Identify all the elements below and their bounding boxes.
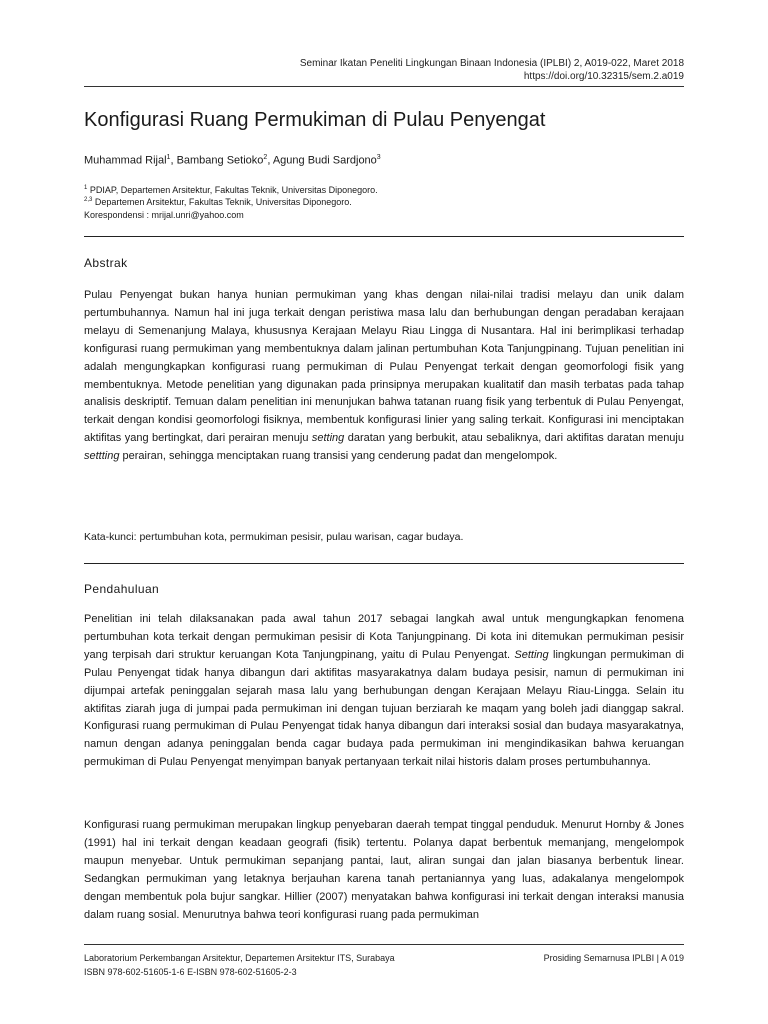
running-header (84, 57, 684, 83)
introduction-italic-term: Setting (514, 648, 549, 661)
footer-divider (84, 944, 684, 945)
header-doi-link[interactable]: https://doi.org/10.32315/sem.2.a019 (523, 71, 684, 82)
author-affiliation-mark: 3 (376, 154, 381, 161)
abstract-text: Pulau Penyengat bukan hanya hunian permukiman yang khas dengan nilai-nilai tradisi melayu dan unik dalam pertumbuhannya. Namun hal ini juga terkait dengan peristiwa masa lalu dan berhubungan dengan peradaban kerajaan melayu di Semenanjung Malaya, khususnya Kerajaan Melayu Riau Lingga di Nusantara. Hal ini berimplikasi terhadap konfigurasi ruang permukiman yang membentuknya dalam jalinan pertumbuhan Kota Tanjungpinang. Tujuan penelitian ini adalah mengungkapkan konfigurasi ruang permukiman di Pulau Penyengat terkait dengan geomorfologi fisik yang membentuknya. Metode penelitian yang digunakan pada prinsipnya merupakan kualitatif dan masih terbatas pada tahap analisis deskriptif. Temuan dalam penelitian ini menunjukan bahwa tatanan ruang fisik yang terbentuk di Pulau Penyengat, terkait dengan kondisi geomorfologi fisiknya, membentuk konfigurasi linier yang saling terkait. Konfigurasi ini menciptakan aktifitas yang bertingkat, dari perairan menuju (84, 289, 684, 445)
header-citation: Seminar Ikatan Peneliti Lingkungan Binaan Indonesia (IPLBI) 2, A019-022, Maret 2018 (299, 58, 684, 69)
author-list: Muhammad Rijal$^1$, Bambang Setioko$^2$, Agung Budi Sardjono$^3$ (84, 154, 381, 167)
header-divider (84, 86, 684, 87)
section-divider (84, 236, 684, 237)
section-divider (84, 563, 684, 564)
introduction-text: lingkungan permukiman di Pulau Penyengat tidak hanya dibangun dari aktifitas masyarakatnya dalam budaya pesisir, namun di permukiman ini dijumpai artefak peninggalan sejarah masa lalu yang berhubungan dengan Kerajaan Melayu Riau-Lingga. Selain itu aktifitas ziarah juga di jumpai pada permukiman ini dengan tujuan berziarah ke maqam yang boleh jadi dianggap sakral. Konfigurasi ruang permukiman di Pulau Penyengat tidak hanya dibangun dari interaksi sosial dan budaya masyarakatnya, namun dengan adanya peninggalan benda cagar budaya pada permukiman ini mengindikasikan bahwa keruangan permukiman di Pulau Penyengat menyimpan banyak pertanyaan terkait nilai historis dalam proses pertumbuhannya. (84, 648, 684, 769)
author-name: Muhammad Rijal (84, 154, 167, 167)
introduction-paragraph: Konfigurasi ruang permukiman merupakan lingkup penyebaran daerah tempat tinggal penduduk. Menurut Hornby & Jones (1991) hal ini terkait dengan keadaan geografi (fisik) tertentu. Polanya dapat berbentuk memanjang, mengelompok maupun menyebar. Untuk permukiman sepanjang pantai, laut, aliran sungai dan jalan biasanya berbentuk linear. Sedangkan permukiman yang letaknya berjauhan karena tanah pertaniannya yang luas, adakalanya mengelompok dengan membentuk pola bujur sangkar. Hillier (2007) menyatakan bahwa konfigurasi ini terkait dengan interaksi manusia dalam ruang sosial. Menurutnya bahwa teori konfigurasi ruang pada permukiman (84, 819, 684, 921)
author-affiliation-mark: 1 (166, 154, 171, 161)
author-affiliation-mark: 2 (263, 154, 268, 161)
correspondence-email[interactable]: Korespondensi : mrijal.unri@yahoo.com (84, 210, 244, 220)
introduction-heading: Pendahuluan (84, 582, 160, 596)
abstract-text: perairan, sehingga menciptakan ruang transisi yang cenderung padat dan mengelompok. (122, 450, 558, 463)
footer-proceedings: Prosiding Semarnusa IPLBI | A 019 (543, 953, 684, 963)
affiliation-text: PDIAP, Departemen Arsitektur, Fakultas Teknik, Universitas Diponegoro. (89, 185, 378, 195)
abstract-heading: Abstrak (84, 256, 128, 270)
introduction-paragraph (84, 611, 684, 772)
footer-lab: Laboratorium Perkembangan Arsitektur, Departemen Arsitektur ITS, Surabaya (84, 953, 395, 963)
abstract-italic-term: settting (84, 450, 120, 463)
affiliation-text: Departemen Arsitektur, Fakultas Teknik, Universitas Diponegoro. (94, 197, 352, 207)
abstract-paragraph (84, 287, 684, 466)
footer-left (84, 951, 395, 979)
keywords: Kata-kunci: pertumbuhan kota, permukiman pesisir, pulau warisan, cagar budaya. (84, 531, 464, 543)
affiliation-mark: 1 (84, 185, 88, 191)
abstract-italic-term: setting (311, 432, 345, 445)
paper-title: Konfigurasi Ruang Permukiman di Pulau Penyengat (84, 109, 546, 131)
affiliation-mark: 2,3 (84, 197, 93, 203)
affiliation-line (84, 194, 684, 208)
footer-isbn: ISBN 978-602-51605-1-6 E-ISBN 978-602-51605-2-3 (84, 967, 297, 977)
author-name: Agung Budi Sardjono (272, 154, 377, 167)
abstract-text: daratan yang berbukit, atau sebaliknya, dari aktifitas daratan menuju (347, 432, 684, 445)
author-name: Bambang Setioko (176, 154, 264, 167)
introduction-text: Penelitian ini telah dilaksanakan pada awal tahun 2017 sebagai langkah awal untuk mengungkapkan fenomena pertumbuhan kota terkait dengan permukiman pesisir di Kota Tanjungpinang. Di kota ini ditemukan permukiman pesisir yang terpisah dari struktur keruangan Kota Tanjungpinang, yaitu di Pulau Penyengat. (84, 613, 684, 661)
